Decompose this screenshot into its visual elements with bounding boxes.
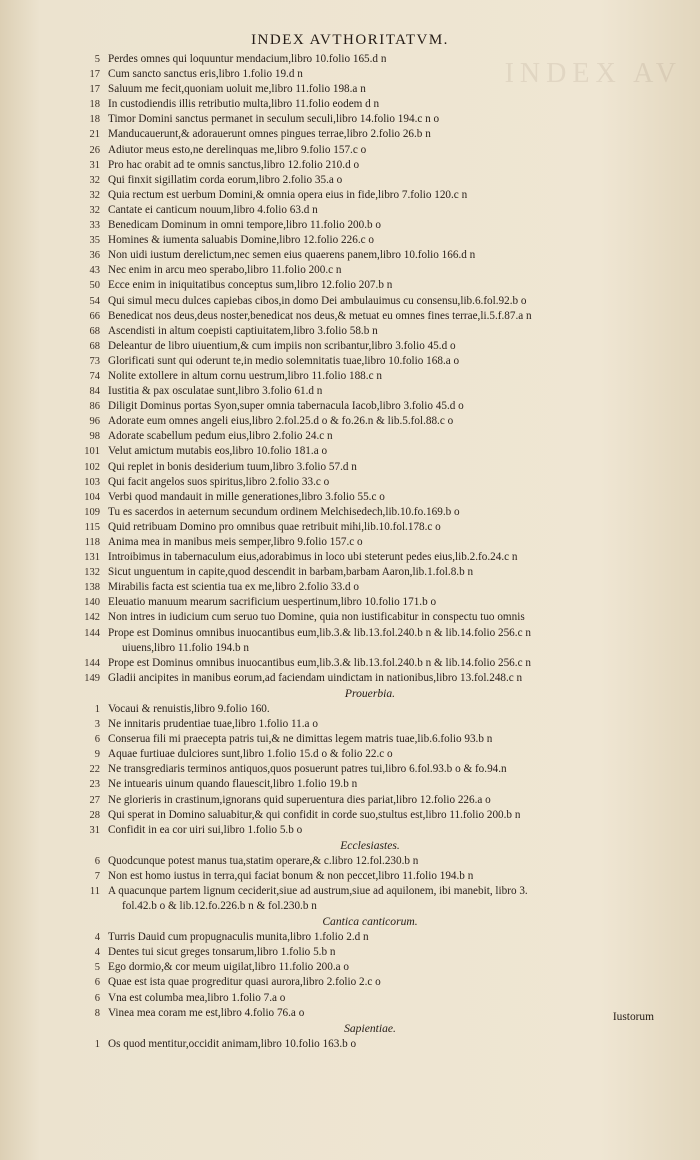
verse-number: 33 — [89, 220, 100, 232]
list-item — [0, 671, 700, 686]
list-item — [0, 550, 700, 565]
entry-text: Turris Dauid cum propugnaculis munita,libro 1.folio 2.d n — [108, 931, 369, 944]
entry-text: Non uidi iustum derelictum,nec semen eius quaerens panem,libro 10.folio 166.d n — [108, 249, 476, 262]
verse-number: 7 — [94, 870, 100, 882]
verse-number: 66 — [89, 310, 100, 322]
entry-text: Perdes omnes qui loquuntur mendacium,libro 10.folio 165.d n — [108, 53, 387, 65]
entry-text: Ne intuearis uinum quando flauescit,libro 1.folio 19.b n — [108, 778, 358, 791]
list-item — [0, 535, 700, 550]
psalms-block — [0, 52, 700, 686]
entry-text: Velut amictum mutabis eos,libro 10.folio 181.a o — [108, 445, 328, 458]
list-item — [0, 414, 700, 429]
list-item — [0, 173, 700, 188]
entry-text: Vocaui & renuistis,libro 9.folio 160. — [108, 702, 270, 715]
list-item — [0, 884, 700, 899]
entry-text: Manducauerunt,& adorauerunt omnes pingues terrae,libro 2.folio 26.b n — [108, 128, 431, 141]
entry-text: Verbi quod mandauit in mille generationes,libro 3.folio 55.c o — [108, 490, 385, 503]
verse-number: 32 — [89, 189, 100, 201]
list-item — [0, 112, 700, 127]
verse-number: 68 — [89, 325, 100, 337]
list-item — [0, 369, 700, 384]
entry-text: Deleantur de libro uiuentium,& cum impiis non scribantur,libro 3.folio 45.d o — [108, 339, 456, 352]
proverbia-block — [0, 702, 700, 838]
verse-number: 6 — [94, 977, 100, 989]
list-item — [0, 143, 700, 158]
list-item — [0, 777, 700, 792]
entry-text: Quid retribuam Domino pro omnibus quae retribuit mihi,lib.10.fol.178.c o — [108, 520, 441, 533]
verse-number: 32 — [89, 204, 100, 216]
list-item — [0, 520, 700, 535]
verse-number: 5 — [94, 962, 100, 974]
verse-number: 36 — [89, 250, 100, 262]
entry-text: Adiutor meus esto,ne derelinquas me,libro 9.folio 157.c o — [108, 143, 367, 156]
verse-number: 4 — [94, 947, 100, 959]
list-item — [0, 158, 700, 173]
entry-text: Ne innitaris prudentiae tuae,libro 1.folio 11.a o — [108, 718, 318, 731]
verse-number: 23 — [89, 779, 100, 791]
entry-text: Dentes tui sicut greges tonsarum,libro 1.folio 5.b n — [108, 946, 336, 959]
entry-text: Nolite extollere in altum cornu uestrum,libro 11.folio 188.c n — [108, 369, 382, 382]
verse-number: 28 — [89, 809, 100, 821]
ecclesiastes-block — [0, 854, 700, 914]
verse-number: 31 — [89, 159, 100, 171]
entry-text: Pro hac orabit ad te omnis sanctus,libro 12.folio 210.d o — [108, 158, 360, 171]
verse-number: 103 — [84, 476, 100, 488]
entry-text: Prope est Dominus omnibus inuocantibus eum,lib.3.& lib.13.fol.240.b n & lib.14.folio 256.c n — [108, 656, 531, 669]
list-item — [0, 1037, 700, 1052]
verse-number: 5 — [94, 54, 100, 65]
list-item — [0, 354, 700, 369]
entry-text: Non intres in iudicium cum seruo tuo Domine, quia non iustificabitur in conspectu tuo omnis — [108, 611, 525, 624]
verse-number: 138 — [84, 582, 100, 594]
verse-number: 68 — [89, 340, 100, 352]
entry-text-continued: fol.42.b o & lib.12.fo.226.b n & fol.230.b n — [122, 900, 317, 913]
entry-text: Nec enim in arcu meo sperabo,libro 11.folio 200.c n — [108, 264, 342, 277]
verse-number: 43 — [89, 265, 100, 277]
entry-text: Timor Domini sanctus permanet in seculum seculi,libro 14.folio 194.c n o — [108, 113, 440, 126]
verse-number: 96 — [89, 416, 100, 428]
list-item — [0, 248, 700, 263]
entry-text: Adorate eum omnes angeli eius,libro 2.fol.25.d o & fo.26.n & lib.5.fol.88.c o — [108, 415, 454, 428]
entry-text: Benedicam Dominum in omni tempore,libro 11.folio 200.b o — [108, 219, 382, 232]
canticum-block — [0, 930, 700, 1021]
list-item — [0, 52, 700, 67]
verse-number: 140 — [84, 597, 100, 609]
list-item — [0, 656, 700, 671]
entry-text: Ecce enim in iniquitatibus conceptus sum,libro 12.folio 207.b n — [108, 279, 393, 292]
entry-text: Qui simul mecu dulces capiebas cibos,in domo Dei ambulauimus cu consensu,lib.6.fol.92.b o — [108, 294, 527, 307]
verse-number: 21 — [89, 129, 100, 141]
verse-number: 50 — [89, 280, 100, 292]
entry-text: Qui finxit sigillatim corda eorum,libro 2.folio 35.a o — [108, 173, 343, 186]
verse-number: 104 — [84, 491, 100, 503]
entry-text-continued: uiuens,libro 11.folio 194.b n — [122, 641, 249, 654]
list-item — [0, 823, 700, 838]
verse-number: 32 — [89, 174, 100, 186]
section-heading-proverbia: Prouerbia. — [344, 686, 396, 700]
verse-number: 98 — [89, 431, 100, 443]
verse-number: 27 — [89, 794, 100, 806]
verse-number: 109 — [84, 506, 100, 518]
list-item — [0, 384, 700, 399]
list-item — [0, 762, 700, 777]
entry-text: Ascendisti in altum coepisti captiuitatem,libro 3.folio 58.b n — [108, 324, 378, 337]
entry-text: Ne glorieris in crastinum,ignorans quid superuentura dies pariat,libro 12.folio 226.a o — [108, 793, 491, 806]
list-item — [0, 203, 700, 218]
verse-number: 132 — [84, 567, 100, 579]
list-item — [0, 580, 700, 595]
entry-text: Vinea mea coram me est,libro 4.folio 76.a o — [108, 1006, 305, 1019]
entry-text: Sicut unguentum in capite,quod descendit in barbam,barbam Aaron,lib.1.fol.8.b n — [108, 566, 474, 579]
list-item — [0, 67, 700, 82]
entry-text: Vna est columba mea,libro 1.folio 7.a o — [108, 991, 286, 1004]
verse-number: 131 — [84, 552, 100, 564]
list-item — [0, 82, 700, 97]
entry-text: Ego dormio,& cor meum uigilat,libro 11.folio 200.a o — [108, 961, 350, 974]
entry-text: Non est homo iustus in terra,qui faciat bonum & non peccet,libro 11.folio 194.b n — [108, 869, 474, 882]
verse-number: 18 — [89, 99, 100, 111]
entry-text: Homines & iumenta saluabis Domine,libro 12.folio 226.c o — [108, 234, 374, 247]
verse-number: 31 — [89, 824, 100, 836]
verse-number: 142 — [84, 612, 100, 624]
entry-text: Cantate ei canticum nouum,libro 4.folio 63.d n — [108, 203, 318, 216]
verse-number: 18 — [89, 114, 100, 126]
list-item — [0, 747, 700, 762]
list-item — [0, 278, 700, 293]
entry-text: Diligit Dominus portas Syon,super omnia tabernacula Iacob,libro 3.folio 45.d o — [108, 400, 464, 413]
list-item — [0, 610, 700, 625]
verse-number: 74 — [89, 370, 100, 382]
list-item — [0, 930, 700, 945]
list-item — [0, 565, 700, 580]
entry-text: Tu es sacerdos in aeternum secundum ordinem Melchisedech,lib.10.fo.169.b o — [108, 505, 460, 518]
entry-text: Introibimus in tabernaculum eius,adorabimus in loco ubi steterunt pedes eius,lib.2.fo.24.c n — [108, 551, 518, 564]
entry-text: Benedicat nos deus,deus noster,benedicat nos deus,& metuat eu omnes fines terrae,li.5.f.87.a n — [108, 309, 532, 322]
list-item — [0, 127, 700, 142]
entry-text: Qui replet in bonis desiderium tuum,libro 3.folio 57.d n — [108, 460, 357, 473]
entry-text: Confidit in ea cor uiri sui,libro 1.folio 5.b o — [108, 823, 303, 836]
verse-number: 144 — [84, 657, 100, 669]
list-item — [0, 793, 700, 808]
list-item — [0, 475, 700, 490]
verse-number: 35 — [89, 235, 100, 247]
entry-text: Adorate scabellum pedum eius,libro 2.folio 24.c n — [108, 430, 333, 443]
entry-text: Saluum me fecit,quoniam uoluit me,libro 11.folio 198.a n — [108, 83, 366, 96]
entry-text: A quacunque partem lignum ceciderit,siue ad austrum,siue ad aquilonem, ibi manebit, libro 3. — [108, 884, 528, 897]
list-item — [0, 294, 700, 309]
list-item — [0, 97, 700, 112]
list-item — [0, 324, 700, 339]
entry-text: Anima mea in manibus meis semper,libro 9.folio 157.c o — [108, 536, 363, 548]
verse-number: 144 — [84, 627, 100, 639]
verse-number: 149 — [84, 672, 100, 684]
list-item — [0, 1006, 700, 1021]
verse-number: 3 — [94, 719, 100, 731]
verse-number: 17 — [89, 69, 100, 81]
entry-text: Aquae furtiuae dulciores sunt,libro 1.folio 15.d o & folio 22.c o — [108, 748, 393, 761]
list-item — [0, 460, 700, 475]
entry-text: Mirabilis facta est scientia tua ex me,libro 2.folio 33.d o — [108, 581, 360, 594]
page-title: INDEX AVTHORITATVM. — [251, 32, 449, 48]
list-item — [0, 490, 700, 505]
list-item — [0, 188, 700, 203]
list-item — [0, 399, 700, 414]
entry-text: Eleuatio manuum mearum sacrificium uespertinum,libro 10.folio 171.b o — [108, 596, 437, 609]
verse-number: 6 — [94, 734, 100, 746]
index-list — [0, 52, 700, 1052]
catchword: Iustorum — [612, 1011, 654, 1023]
list-item — [0, 808, 700, 823]
verse-number: 8 — [94, 1007, 100, 1019]
verse-number: 73 — [89, 355, 100, 367]
entry-text: In custodiendis illis retributio multa,libro 11.folio eodem d n — [108, 98, 380, 111]
verse-number: 102 — [84, 461, 100, 473]
list-item — [0, 960, 700, 975]
list-item — [0, 717, 700, 732]
verse-number: 22 — [89, 764, 100, 776]
entry-text: Quia rectum est uerbum Domini,& omnia opera eius in fide,libro 7.folio 120.c n — [108, 188, 468, 201]
list-item — [0, 975, 700, 990]
entry-text: Qui facit angelos suos spiritus,libro 2.folio 33.c o — [108, 475, 330, 488]
verse-number: 6 — [94, 992, 100, 1004]
verse-number: 115 — [84, 521, 100, 533]
verse-number: 1 — [94, 703, 100, 715]
list-item — [0, 505, 700, 520]
list-item — [0, 732, 700, 747]
list-item — [0, 263, 700, 278]
entry-text: Prope est Dominus omnibus inuocantibus eum,lib.3.& lib.13.fol.240.b n & lib.14.folio 256.c n — [108, 626, 531, 639]
list-item — [0, 339, 700, 354]
verse-number: 101 — [84, 446, 100, 458]
verse-number: 6 — [94, 855, 100, 867]
verse-number: 1 — [94, 1038, 100, 1050]
sapientia-block — [0, 1037, 700, 1052]
list-item — [0, 854, 700, 869]
section-heading-sapientia: Sapientiae. — [344, 1021, 396, 1035]
list-item — [0, 626, 700, 641]
entry-text: Quae est ista quae progreditur quasi aurora,libro 2.folio 2.c o — [108, 976, 381, 989]
list-item — [0, 218, 700, 233]
entry-text: Conserua fili mi praecepta patris tui,& ne dimittas legem matris tuae,lib.6.folio 93.b n — [108, 733, 493, 746]
verse-number: 86 — [89, 401, 100, 413]
list-item — [0, 899, 700, 914]
verse-number: 26 — [89, 144, 100, 156]
entry-text: Iustitia & pax osculatae sunt,libro 3.folio 61.d n — [108, 385, 323, 398]
section-heading-ecclesiastes: Ecclesiastes. — [340, 838, 400, 852]
list-item — [0, 641, 700, 656]
bleed-through-text: INDEX AV — [504, 58, 682, 89]
entry-text: Ne transgrediaris terminos antiquos,quos posuerunt patres tui,libro 6.fol.93.b o & fo.94.n — [108, 763, 507, 776]
verse-number: 118 — [84, 537, 100, 548]
list-item — [0, 869, 700, 884]
list-item — [0, 702, 700, 717]
list-item — [0, 309, 700, 324]
list-item — [0, 429, 700, 444]
list-item — [0, 444, 700, 459]
entry-text: Gladii ancipites in manibus eorum,ad faciendam uindictam in nationibus,libro 13.fol.248.c n — [108, 671, 523, 684]
entry-text: Quodcunque potest manus tua,statim operare,& c.libro 12.fol.230.b n — [108, 854, 419, 867]
verse-number: 4 — [94, 932, 100, 944]
entry-text: Qui sperat in Domino saluabitur,& qui confidit in corde suo,stultus est,libro 11.folio 200.b n — [108, 808, 521, 821]
section-heading-canticum: Cantica canticorum. — [322, 915, 418, 929]
verse-number: 11 — [89, 885, 100, 897]
list-item — [0, 991, 700, 1006]
list-item — [0, 945, 700, 960]
list-item — [0, 595, 700, 610]
entry-text: Cum sancto sanctus eris,libro 1.folio 19.d n — [108, 68, 303, 81]
verse-number: 54 — [89, 295, 100, 307]
list-item — [0, 233, 700, 248]
verse-number: 17 — [89, 84, 100, 96]
verse-number: 84 — [89, 386, 100, 398]
entry-text: Glorificati sunt qui oderunt te,in medio solemnitatis tuae,libro 10.folio 168.a o — [108, 354, 460, 367]
verse-number: 9 — [94, 749, 100, 761]
entry-text: Os quod mentitur,occidit animam,libro 10.folio 163.b o — [108, 1037, 357, 1050]
